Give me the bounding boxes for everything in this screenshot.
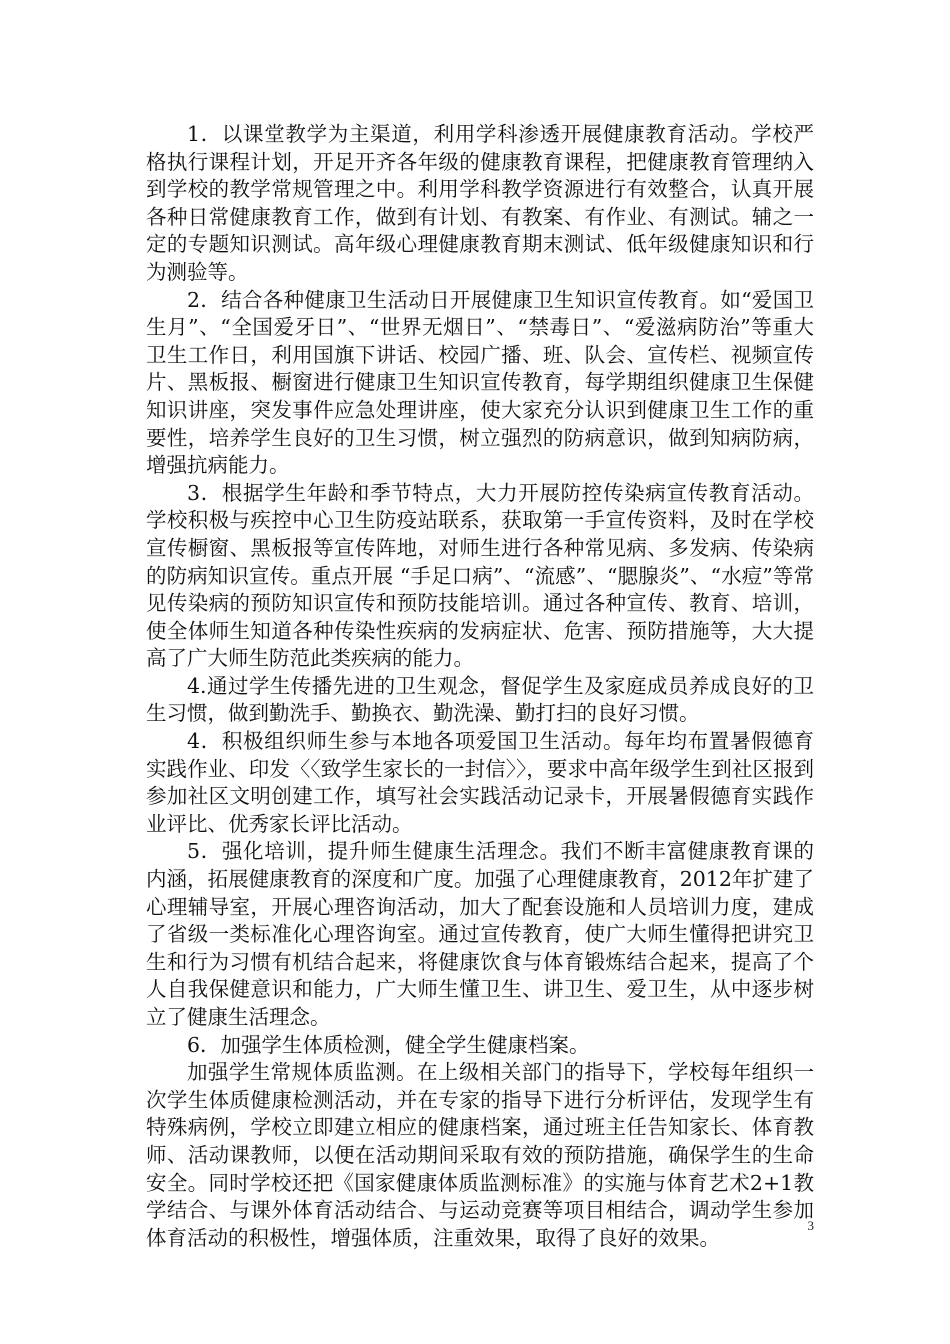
paragraph-1: 1．以课堂教学为主渠道，利用学科渗透开展健康教育活动。学校严格执行课程计划，开足开齐各年级的健康教育课程，把健康教育管理纳入到学校的教学常规管理之中。利用学科教学资源进行有效整合，认真开展各种日常健康教育工作，做到有计划、有教案、有作业、有测试。辅之一定的专题知识测试。高年级心理健康教育期末测试、低年级健康知识和行为测验等。 — [146, 122, 814, 284]
paragraph-2: 2．结合各种健康卫生活动日开展健康卫生知识宣传教育。如“爱国卫生月”、“全国爱牙日”、“世界无烟日”、“禁毒日”、“爱滋病防治”等重大卫生工作日，利用国旗下讲话、校园广播、班、队会、宣传栏、视频宣传片、黑板报、橱窗进行健康卫生知识宣传教育，每学期组织健康卫生保健知识讲座，突发事件应急处理讲座，使大家充分认识到健康卫生工作的重要性，培养学生良好的卫生习惯，树立强烈的防病意识，做到知病防病，增强抗病能力。 — [146, 287, 814, 478]
paragraph-4: 4.通过学生传播先进的卫生观念，督促学生及家庭成员养成良好的卫生习惯，做到勤洗手、勤换衣、勤洗澡、勤打扫的良好习惯。 — [146, 673, 814, 726]
paragraph-6: 5．强化培训，提升师生健康生活理念。我们不断丰富健康教育课的内涵，拓展健康教育的深度和广度。加强了心理健康教育，2012年扩建了心理辅导室，开展心理咨询活动，加大了配套设施和人员培训力度，建成了省级一类标准化心理咨询室。通过宣传教育，使广大师生懂得把讲究卫生和行为习惯有机结合起来，将健康饮食与体育锻炼结合起来，提高了个人自我保健意识和能力，广大师生懂卫生、讲卫生、爱卫生，从中逐步树立了健康生活理念。 — [146, 839, 814, 1029]
page-number: 3 — [807, 1218, 814, 1233]
document-body — [146, 121, 814, 1252]
paragraph-7: 6．加强学生体质检测，健全学生健康档案。 — [187, 1032, 590, 1057]
paragraph-5: 4．积极组织师生参与本地各项爱国卫生活动。每年均布置暑假德育实践作业、印发〈〈致学生家长的一封信〉〉，要求中高年级学生到社区报到参加社区文明创建工作，填写社会实践活动记录卡，开展暑假德育实践作业评比、优秀家长评比活动。 — [146, 729, 814, 836]
paragraph-3: 3．根据学生年龄和季节特点，大力开展防控传染病宣传教育活动。学校积极与疾控中心卫生防疫站联系，获取第一手宣传资料，及时在学校宣传橱窗、黑板报等宣传阵地，对师生进行各种常见病、多发病、传染病的防病知识宣传。重点开展 “手足口病”、“流感”、“腮腺炎”、“水痘”等常见传染病的预防知识宣传和预防技能培训。通过各种宣传、教育、培训，使全体师生知道各种传染性疾病的发病症状、危害、预防措施等，大大提高了广大师生防范此类疾病的能力。 — [146, 480, 814, 671]
paragraph-8: 加强学生常规体质监测。在上级相关部门的指导下，学校每年组织一次学生体质健康检测活动，并在专家的指导下进行分析评估，发现学生有特殊病例，学校立即建立相应的健康档案，通过班主任告知家长、体育教师、活动课教师，以便在活动期间采取有效的预防措施，确保学生的生命安全。同时学校还把《国家健康体质监测标准》的实施与体育艺术2+1教学结合、与课外体育活动结合、与运动竞赛等项目相结合，调动学生参加体育活动的积极性，增强体质，注重效果，取得了良好的效果。 — [146, 1060, 814, 1250]
